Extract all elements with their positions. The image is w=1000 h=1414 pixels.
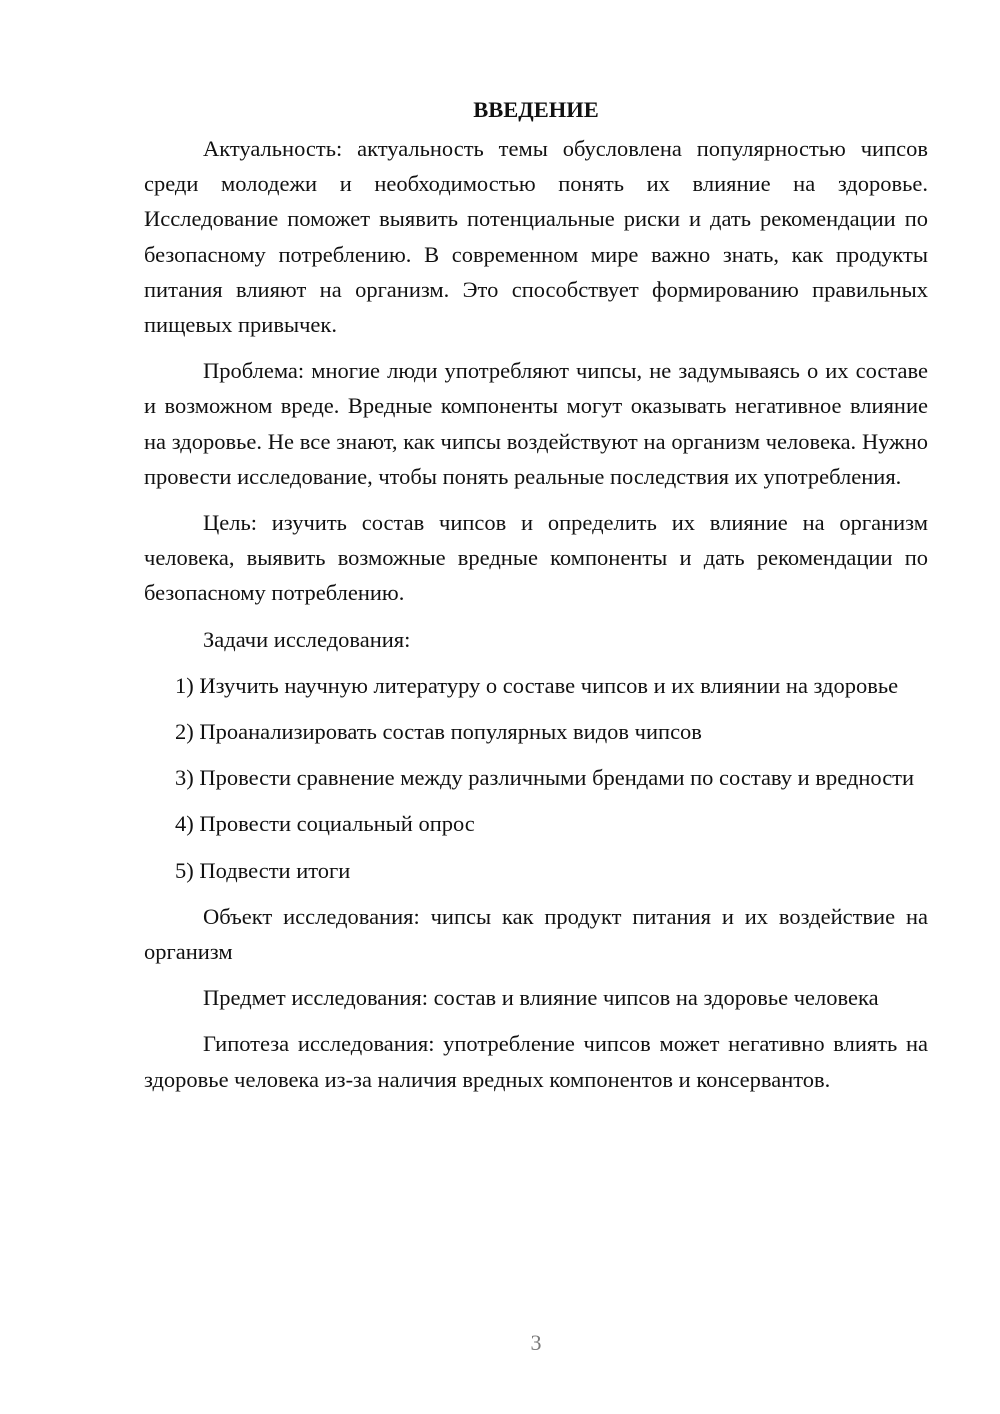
page-title: ВВЕДЕНИЕ: [473, 97, 599, 122]
page-content: [144, 92, 928, 1097]
paragraph-subject: Предмет исследования: состав и влияние чипсов на здоровье человека: [203, 985, 879, 1011]
tasks-heading: Задачи исследования:: [203, 626, 411, 652]
tasks-list: [144, 668, 928, 888]
task-item-2: 2) Проанализировать состав популярных видов чипсов: [175, 719, 702, 745]
paragraph-goal: Цель: изучить состав чипсов и определить их влияние на организм человека, выявить возможные вредные компоненты и дать рекомендации по безопасному потреблению.: [144, 510, 928, 606]
paragraph-relevance: Актуальность: актуальность темы обусловлена популярностью чипсов среди молодежи и необходимостью понять их влияние на здоровье. Исследование поможет выявить потенциальные риски и дать рекомендации по безопасному потреблению. В современном мире важно знать, как продукты питания влияют на организм. Это способствует формированию правильных пищевых привычек.: [144, 136, 928, 338]
task-item-5: 5) Подвести итоги: [175, 857, 351, 883]
task-item-4: 4) Провести социальный опрос: [175, 811, 475, 837]
task-item-1: 1) Изучить научную литературу о составе чипсов и их влиянии на здоровье: [175, 672, 899, 698]
paragraph-problem: Проблема: многие люди употребляют чипсы, не задумываясь о их составе и возможном вреде. Вредные компоненты могут оказывать негативное влияние на здоровье. Не все знают, как чипсы воздействуют на организм человека. Нужно провести исследование, чтобы понять реальные последствия их употребления.: [144, 358, 928, 489]
task-item-3: 3) Провести сравнение между различными брендами по составу и вредности: [175, 765, 915, 791]
page-number: 3: [530, 1330, 542, 1355]
paragraph-object: Объект исследования: чипсы как продукт питания и их воздействие на организм: [144, 903, 928, 965]
paragraph-hypothesis: Гипотеза исследования: употребление чипсов может негативно влиять на здоровье человека из-за наличия вредных компонентов и консервантов.: [144, 1031, 928, 1092]
